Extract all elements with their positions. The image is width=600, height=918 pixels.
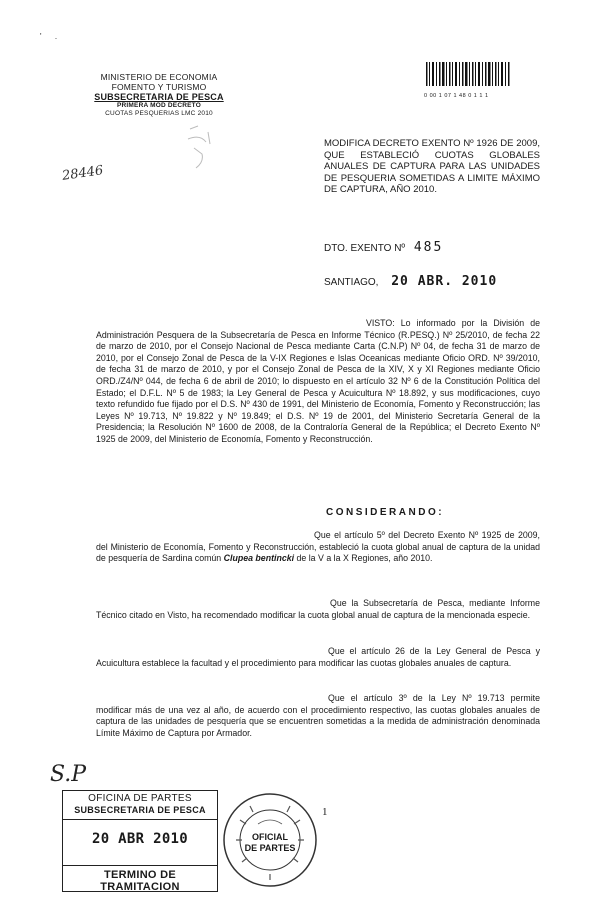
considerando-heading: CONSIDERANDO: [326,507,445,518]
decree-place: SANTIAGO, [324,277,379,288]
considerando-paragraph-4: Que el artículo 3º de la Ley Nº 19.713 permite modificar más de una vez al año, de acuerdo con el procedimiento respectivo, las cuotas globales anuales de captura de las unidades de pesquería que se encuentren sometidas a la medida de administración denominada Límite Máximo de Captura por Armador. [96,693,540,738]
office-stamp-footer: TERMINO DE TRAMITACION [100,869,180,893]
faint-scribble-icon [180,124,220,174]
decree-label: DTO. EXENTO Nº [324,243,406,254]
office-stamp [62,790,218,892]
species-name: Clupea bentincki [223,553,295,564]
office-stamp-line2: SUBSECRETARIA DE PESCA [74,805,206,815]
office-stamp-line1: OFICINA DE PARTES [88,793,192,804]
considerando-p1-after: de la V a la X Regiones, año 2010. [294,553,433,564]
ministry-name: MINISTERIO DE ECONOMIA [100,72,218,82]
office-stamp-divider-2 [63,865,217,866]
document-title: MODIFICA DECRETO EXENTO Nº 1926 DE 2009, QUE ESTABLECIÓ CUOTAS GLOBALES ANUALES DE CAPTURA PARA LAS UNIDADES DE PESQUERIA SOMETIDAS A LIMITE MÁXIMO DE CAPTURA, AÑO 2010. [324,138,540,195]
official-round-seal [220,790,320,890]
barcode-number: 0 00 1 07 1 48 0 1 1 1 [424,93,489,99]
ministry-subname: FOMENTO Y TURISMO [111,82,207,92]
considerando-paragraph-1 [96,530,540,565]
office-stamp-date: 20 ABR 2010 [91,831,189,847]
page-number: 1 [322,806,328,818]
decree-number-line [324,240,443,255]
round-seal-center-2: DE PARTES [244,843,296,853]
corner-marks: ' . [40,32,58,41]
subsecretaria-name: SUBSECRETARIA DE PESCA [94,92,224,102]
considerando-paragraph-2: Que la Subsecretaría de Pesca, mediante Informe Técnico citado en Visto, ha recomendado modificar la cuota global anual de captura de la mencionada especie. [96,598,540,620]
round-seal-center-1: OFICIAL [252,832,288,842]
decree-number: 485 [413,240,444,255]
ref-line-2: CUOTAS PESQUERIAS LMC 2010 [105,110,213,117]
considerando-paragraph-3: Que el artículo 26 de la Ley General de Pesca y Acuicultura establece la facultad y el procedimiento para modificar las cuotas globales anuales de captura. [96,646,540,668]
barcode [424,60,514,99]
handwritten-note: 28446 [61,163,105,184]
decree-date: 20 ABR. 2010 [391,274,498,289]
decree-place-date [324,274,497,289]
considerando-p1-before: Que el artículo 5º del Decreto Exento Nº 1925 de 2009, del Ministerio de Economía, Fomento y Reconstrucción, estableció la cuota global anual de captura de la unidad de pesquería de Sardina común [96,530,540,564]
handwritten-initials: S.P [50,762,87,787]
office-stamp-divider-1 [63,819,217,820]
barcode-icon [424,60,514,88]
visto-paragraph: VISTO: Lo informado por la División de Administración Pesquera de la Subsecretaría de Pesca en Informe Técnico (R.PESQ.) Nº 25/2010, de fecha 22 de marzo de 2010, por el Consejo Nacional de Pesca mediante Carta (C.N.P) Nº 04, de fecha 31 de marzo de 2010, por el Consejo Zonal de Pesca de la V-IX Regiones e Islas Oceanicas mediante Oficio ORD. Nº 39/2010, de fecha 31 de marzo de 2010, y por el Consejo Zonal de Pesca de la XIV, X y XI Regiones mediante Oficio ORD./Z4/Nº 044, de fecha 6 de abril de 2010; lo dispuesto en el artículo 32 Nº 6 de la Constitución Política del Estado; el D.F.L. Nº 5 de 1983; la Ley General de Pesca y Acuicultura Nº 18.892, y sus modificaciones, cuyo texto refundido fue fijado por el D.S. Nº 430 de 1991, del Ministerio de Economía, Fomento y Reconstrucción; las Leyes Nº 19.713, Nº 19.822 y Nº 19.849; el D.S. Nº 19 de 2001, del Ministerio Secretaría General de la Presidencia; la Resolución Nº 1600 de 2008, de la Contraloría General de la República; el Decreto Exento Nº 1925 de 2009, del Ministerio de Economía, Fomento y Reconstrucción. [96,318,540,444]
ref-line-1: PRIMERA MOD DECRETO [117,102,201,109]
ministry-header [74,72,244,118]
